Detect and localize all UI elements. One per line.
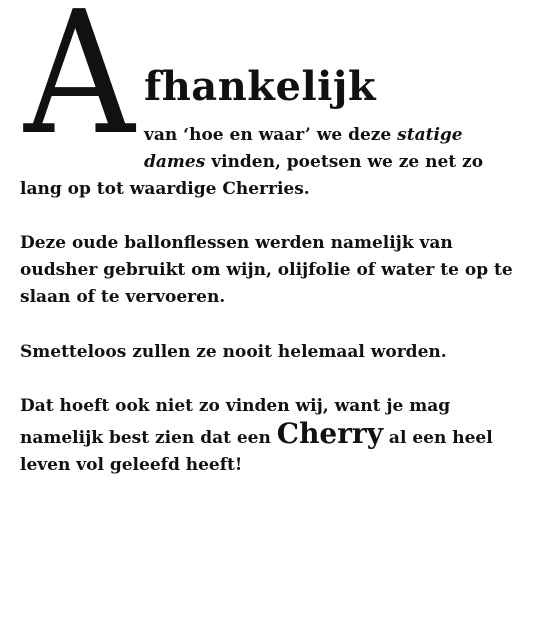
paragraph-smetteloos: Smetteloos zullen ze nooit helemaal worden.: [20, 342, 447, 362]
intro-line1-text: van ‘hoe en waar’ we deze: [144, 125, 398, 145]
paragraph-cherry: [20, 393, 525, 479]
intro-line2-text: vinden, poetsen we ze net zo: [205, 152, 484, 172]
heading-word: fhankelijk: [144, 63, 377, 110]
intro-emphasis-dames: dames: [144, 152, 206, 172]
paragraph-cherry-text-b: al een heel leven vol geleefd heeft!: [20, 428, 493, 475]
intro-continuation: lang op tot waardige Cherries.: [20, 179, 310, 199]
drop-cap-letter: A: [24, 0, 131, 173]
paragraph-ballonflessen: Deze oude ballonflessen werden namelijk van oudsher gebruikt om wijn, olijfolie of water te op te slaan of te vervoeren.: [20, 233, 513, 307]
paragraph-cherry-text-a: Dat hoeft ook niet zo vinden wij, want je mag namelijk best zien dat een: [20, 396, 451, 448]
intro-emphasis-statige: statige: [397, 125, 463, 145]
cherry-highlight: Cherry: [276, 417, 384, 450]
intro-text: [144, 122, 519, 176]
